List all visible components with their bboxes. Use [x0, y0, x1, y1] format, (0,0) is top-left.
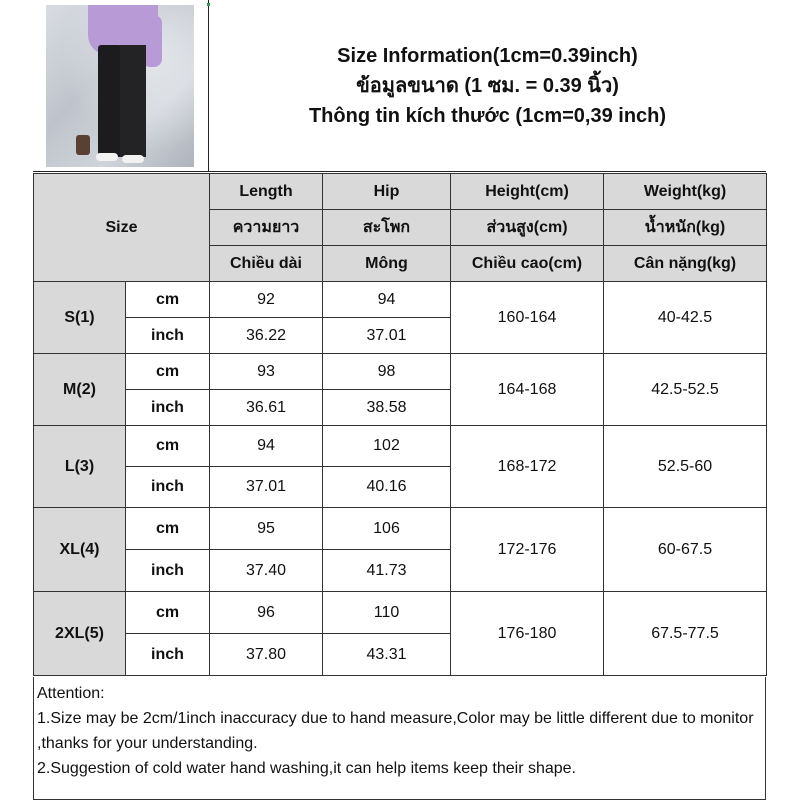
length-cm: 94 — [210, 426, 323, 467]
size-table — [33, 173, 767, 676]
col-length-vi: Chiều dài — [210, 246, 323, 282]
col-length-th: ความยาว — [210, 210, 323, 246]
title-thai: ข้อมูลขนาด (1 ซม. = 0.39 นิ้ว) — [356, 74, 619, 97]
size-label: XL(4) — [34, 508, 126, 592]
size-label: S(1) — [34, 282, 126, 354]
length-inch: 37.80 — [210, 634, 323, 676]
unit-inch: inch — [126, 550, 210, 592]
size-header: Size — [34, 174, 210, 282]
col-height-th: ส่วนสูง(cm) — [451, 210, 604, 246]
col-hip-vi: Mông — [323, 246, 451, 282]
col-length-en: Length — [210, 174, 323, 210]
col-hip-en: Hip — [323, 174, 451, 210]
unit-cm: cm — [126, 592, 210, 634]
table-row — [34, 354, 767, 390]
hip-cm: 98 — [323, 354, 451, 390]
hip-inch: 37.01 — [323, 318, 451, 354]
attention-notes — [33, 677, 766, 800]
length-inch: 36.22 — [210, 318, 323, 354]
col-hip-th: สะโพก — [323, 210, 451, 246]
black-pants-left-shape — [98, 45, 122, 157]
product-photo — [46, 5, 194, 167]
size-label: M(2) — [34, 354, 126, 426]
height-range: 176-180 — [451, 592, 604, 676]
unit-inch: inch — [126, 390, 210, 426]
weight-range: 67.5-77.5 — [604, 592, 767, 676]
hip-cm: 102 — [323, 426, 451, 467]
hip-inch: 41.73 — [323, 550, 451, 592]
title-vietnamese: Thông tin kích thước (1cm=0,39 inch) — [308, 104, 667, 127]
height-range: 168-172 — [451, 426, 604, 508]
weight-range: 42.5-52.5 — [604, 354, 767, 426]
col-weight-en: Weight(kg) — [604, 174, 767, 210]
title-english: Size Information(1cm=0.39inch) — [337, 44, 638, 67]
note-washing: 2.Suggestion of cold water hand washing,it can help items keep their shape. — [37, 760, 576, 777]
shoe-left-shape — [96, 153, 118, 161]
length-cm: 96 — [210, 592, 323, 634]
table-row — [34, 508, 767, 550]
unit-inch: inch — [126, 634, 210, 676]
hip-inch: 43.31 — [323, 634, 451, 676]
col-weight-th: น้ำหนัก(kg) — [604, 210, 767, 246]
unit-inch: inch — [126, 467, 210, 508]
unit-inch: inch — [126, 318, 210, 354]
weight-range: 60-67.5 — [604, 508, 767, 592]
black-pants-right-shape — [120, 45, 146, 157]
note-accuracy: 1.Size may be 2cm/1inch inaccuracy due to hand measure,Color may be little different due to monitor ,thanks for your understanding. — [37, 710, 754, 752]
height-range: 172-176 — [451, 508, 604, 592]
title-block — [209, 0, 766, 172]
size-label: L(3) — [34, 426, 126, 508]
height-range: 160-164 — [451, 282, 604, 354]
attention-heading: Attention: — [37, 685, 105, 702]
hip-inch: 40.16 — [323, 467, 451, 508]
unit-cm: cm — [126, 426, 210, 467]
unit-cm: cm — [126, 354, 210, 390]
bag-shape — [76, 135, 90, 155]
weight-range: 52.5-60 — [604, 426, 767, 508]
col-height-vi: Chiều cao(cm) — [451, 246, 604, 282]
size-label: 2XL(5) — [34, 592, 126, 676]
length-cm: 93 — [210, 354, 323, 390]
height-range: 164-168 — [451, 354, 604, 426]
hip-inch: 38.58 — [323, 390, 451, 426]
unit-cm: cm — [126, 508, 210, 550]
unit-cm: cm — [126, 282, 210, 318]
col-height-en: Height(cm) — [451, 174, 604, 210]
product-photo-cell — [33, 0, 209, 172]
length-cm: 95 — [210, 508, 323, 550]
col-weight-vi: Cân nặng(kg) — [604, 246, 767, 282]
hip-cm: 110 — [323, 592, 451, 634]
shoe-right-shape — [122, 155, 144, 163]
hip-cm: 94 — [323, 282, 451, 318]
table-row — [34, 592, 767, 634]
weight-range: 40-42.5 — [604, 282, 767, 354]
length-inch: 37.01 — [210, 467, 323, 508]
length-inch: 36.61 — [210, 390, 323, 426]
table-row — [34, 282, 767, 318]
length-inch: 37.40 — [210, 550, 323, 592]
table-row — [34, 426, 767, 467]
length-cm: 92 — [210, 282, 323, 318]
hip-cm: 106 — [323, 508, 451, 550]
